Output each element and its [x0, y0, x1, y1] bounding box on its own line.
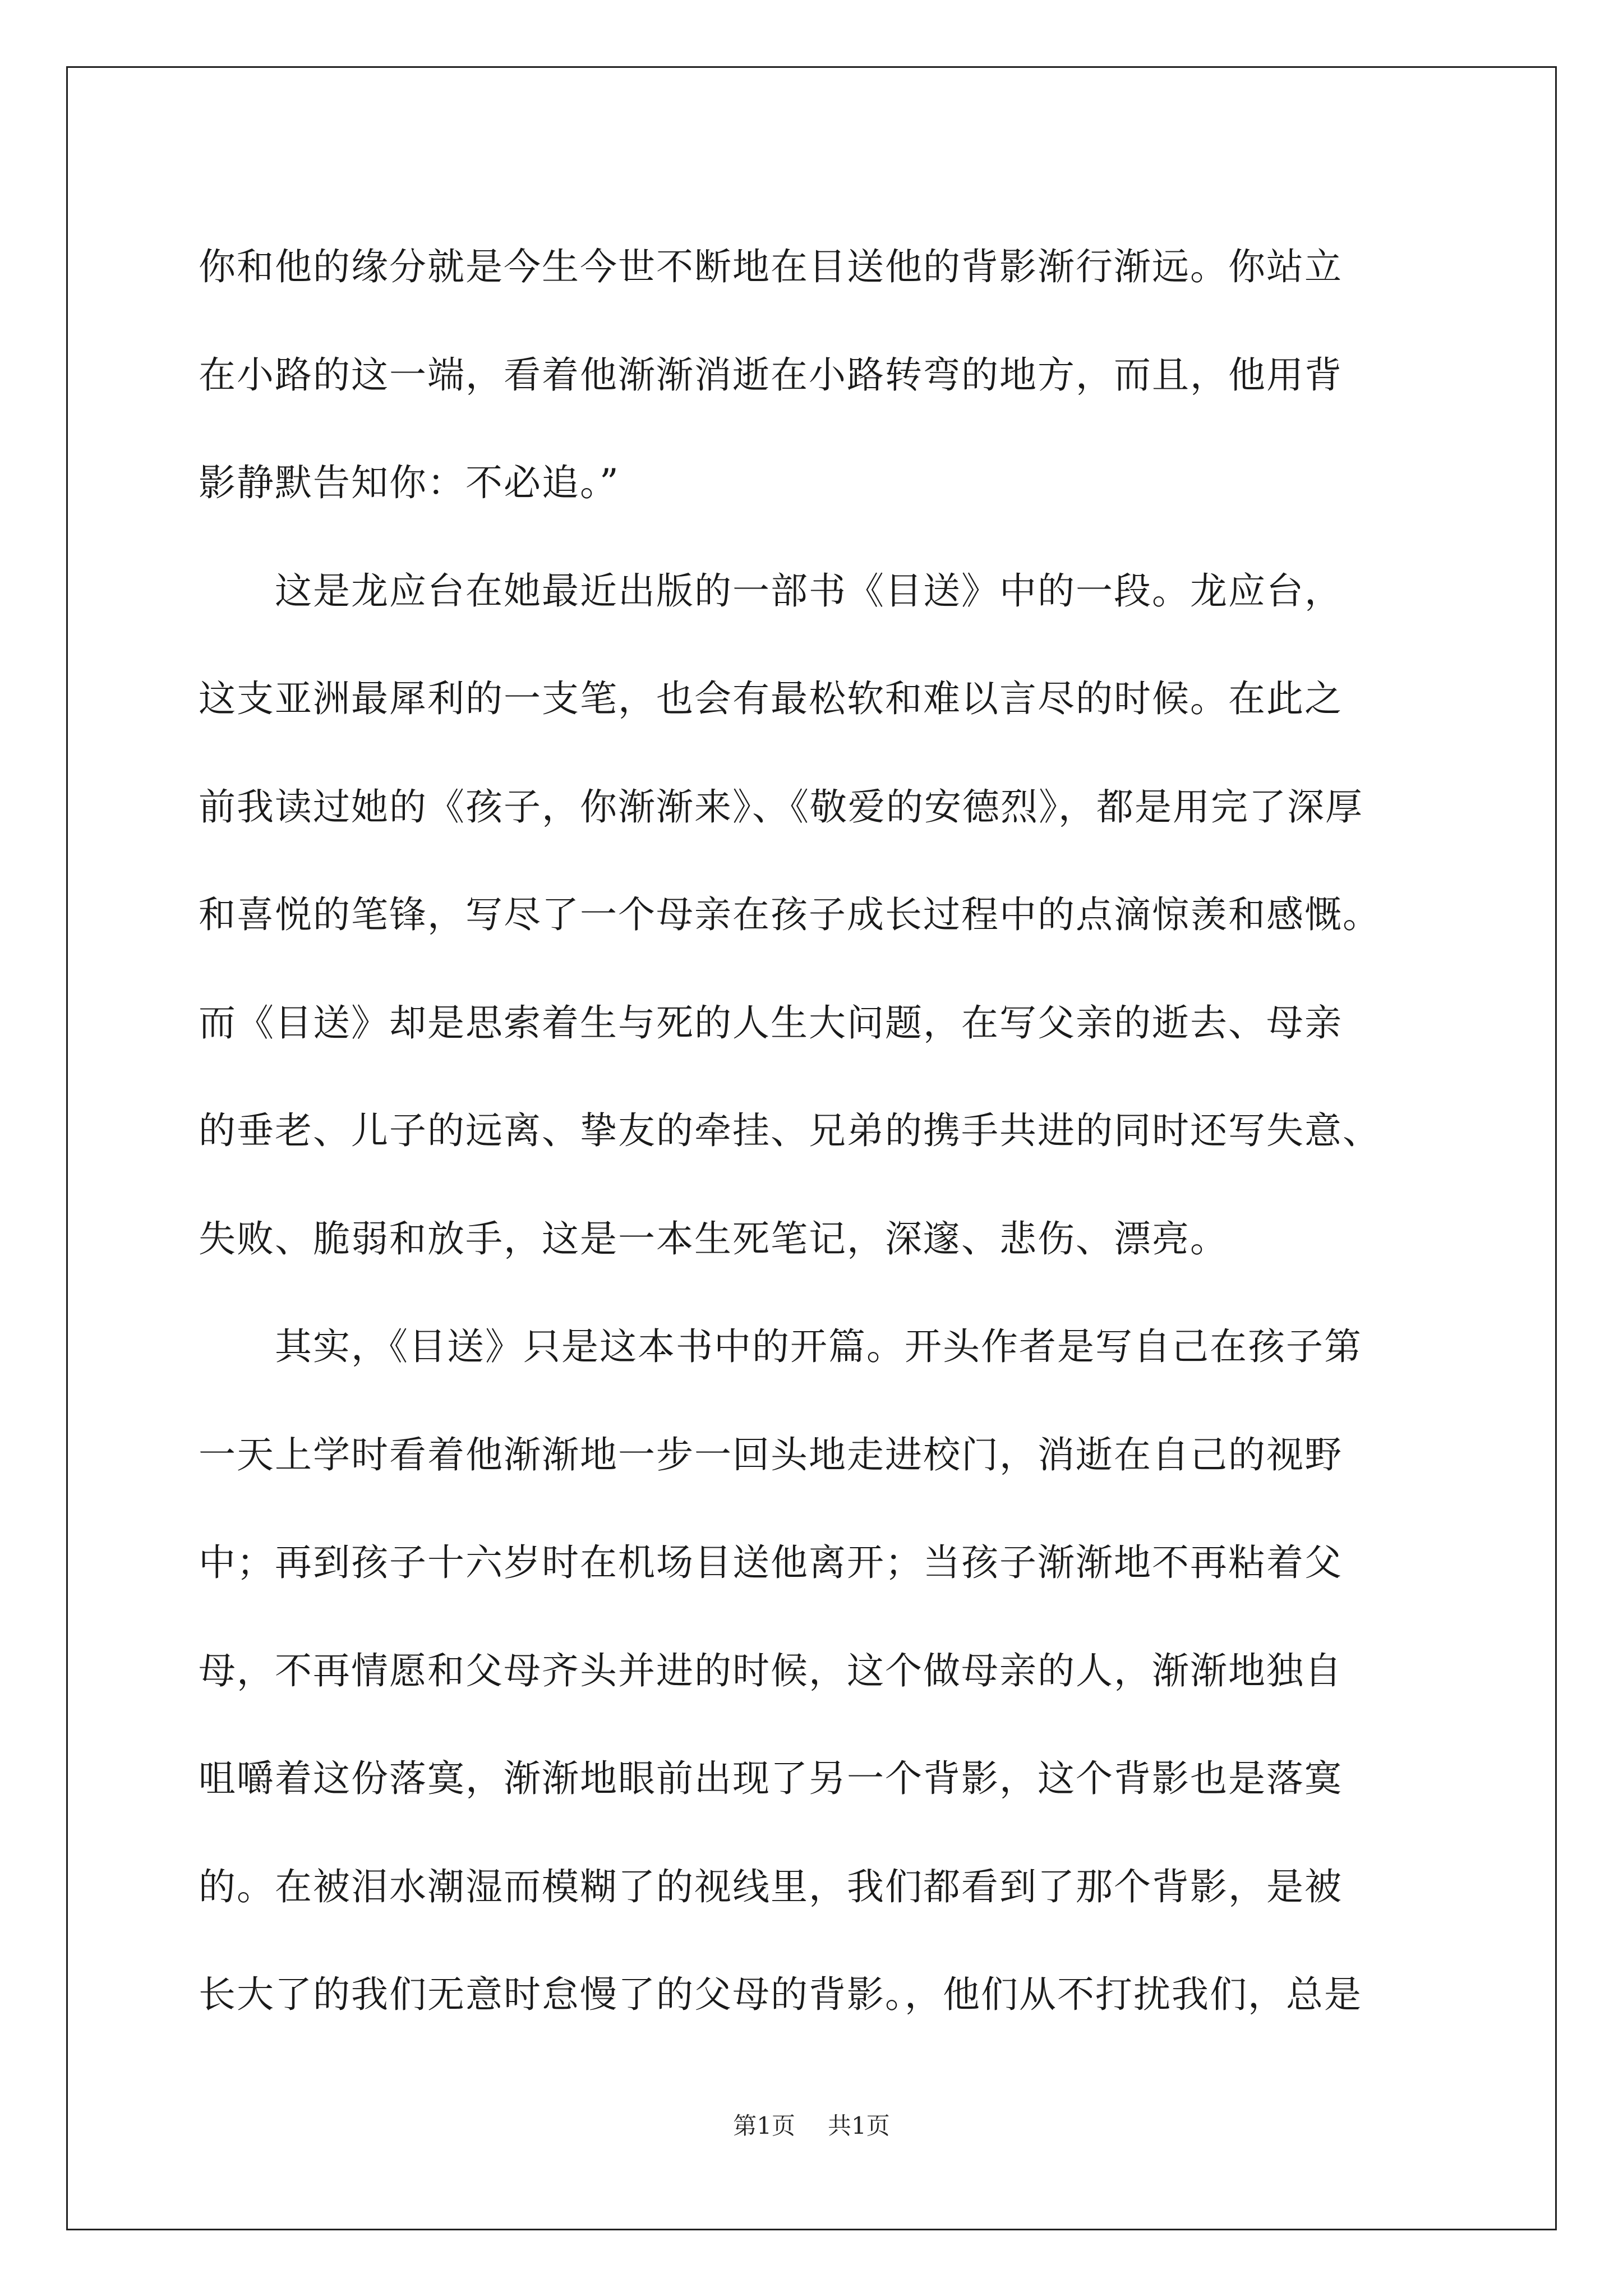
text-line-12: 一天上学时看着他渐渐地一步一回头地走进校门，消逝在自己的视野 [199, 1433, 1343, 1476]
page-footer [0, 2109, 1623, 2143]
text-line-2: 在小路的这一端，看着他渐渐消逝在小路转弯的地方，而且，他用背 [199, 353, 1343, 397]
text-line-15: 咀嚼着这份落寞，渐渐地眼前出现了另一个背影，这个背影也是落寞 [199, 1757, 1343, 1800]
text-line-7: 和喜悦的笔锋，写尽了一个母亲在孩子成长过程中的点滴惊羡和感慨。 [199, 893, 1381, 936]
text-line-10: 失败、脆弱和放手，这是一本生死笔记，深邃、悲伤、漂亮。 [199, 1217, 1228, 1260]
text-line-11: 其实，《目送》只是这本书中的开篇。开头作者是写自己在孩子第 [199, 1325, 1362, 1368]
text-line-4: 这是龙应台在她最近出版的一部书《目送》中的一段。龙应台， [199, 569, 1343, 613]
text-line-8: 而《目送》却是思索着生与死的人生大问题，在写父亲的逝去、母亲 [199, 1001, 1343, 1045]
document-body [199, 213, 1432, 2049]
text-line-17: 长大了的我们无意时怠慢了的父母的背影。，他们从不打扰我们，总是 [199, 1973, 1362, 2016]
text-line-3: 影静默告知你：不必追。” [199, 461, 620, 504]
text-line-16: 的。在被泪水潮湿而模糊了的视线里，我们都看到了那个背影，是被 [199, 1865, 1343, 1908]
text-line-9: 的垂老、儿子的远离、挚友的牵挂、兄弟的携手共进的同时还写失意、 [199, 1109, 1381, 1152]
text-line-5: 这支亚洲最犀利的一支笔，也会有最松软和难以言尽的时候。在此之 [199, 677, 1343, 720]
text-line-14: 母，不再情愿和父母齐头并进的时候，这个做母亲的人，渐渐地独自 [199, 1649, 1343, 1692]
page-number: 第1页 [733, 2112, 795, 2139]
text-line-13: 中；再到孩子十六岁时在机场目送他离开；当孩子渐渐地不再粘着父 [199, 1541, 1343, 1584]
text-line-6: 前我读过她的《孩子，你渐渐来》、《敬爱的安德烈》，都是用完了深厚 [199, 785, 1363, 829]
page-total: 共1页 [828, 2112, 890, 2139]
text-line-1: 你和他的缘分就是今生今世不断地在目送他的背影渐行渐远。你站立 [199, 245, 1343, 288]
